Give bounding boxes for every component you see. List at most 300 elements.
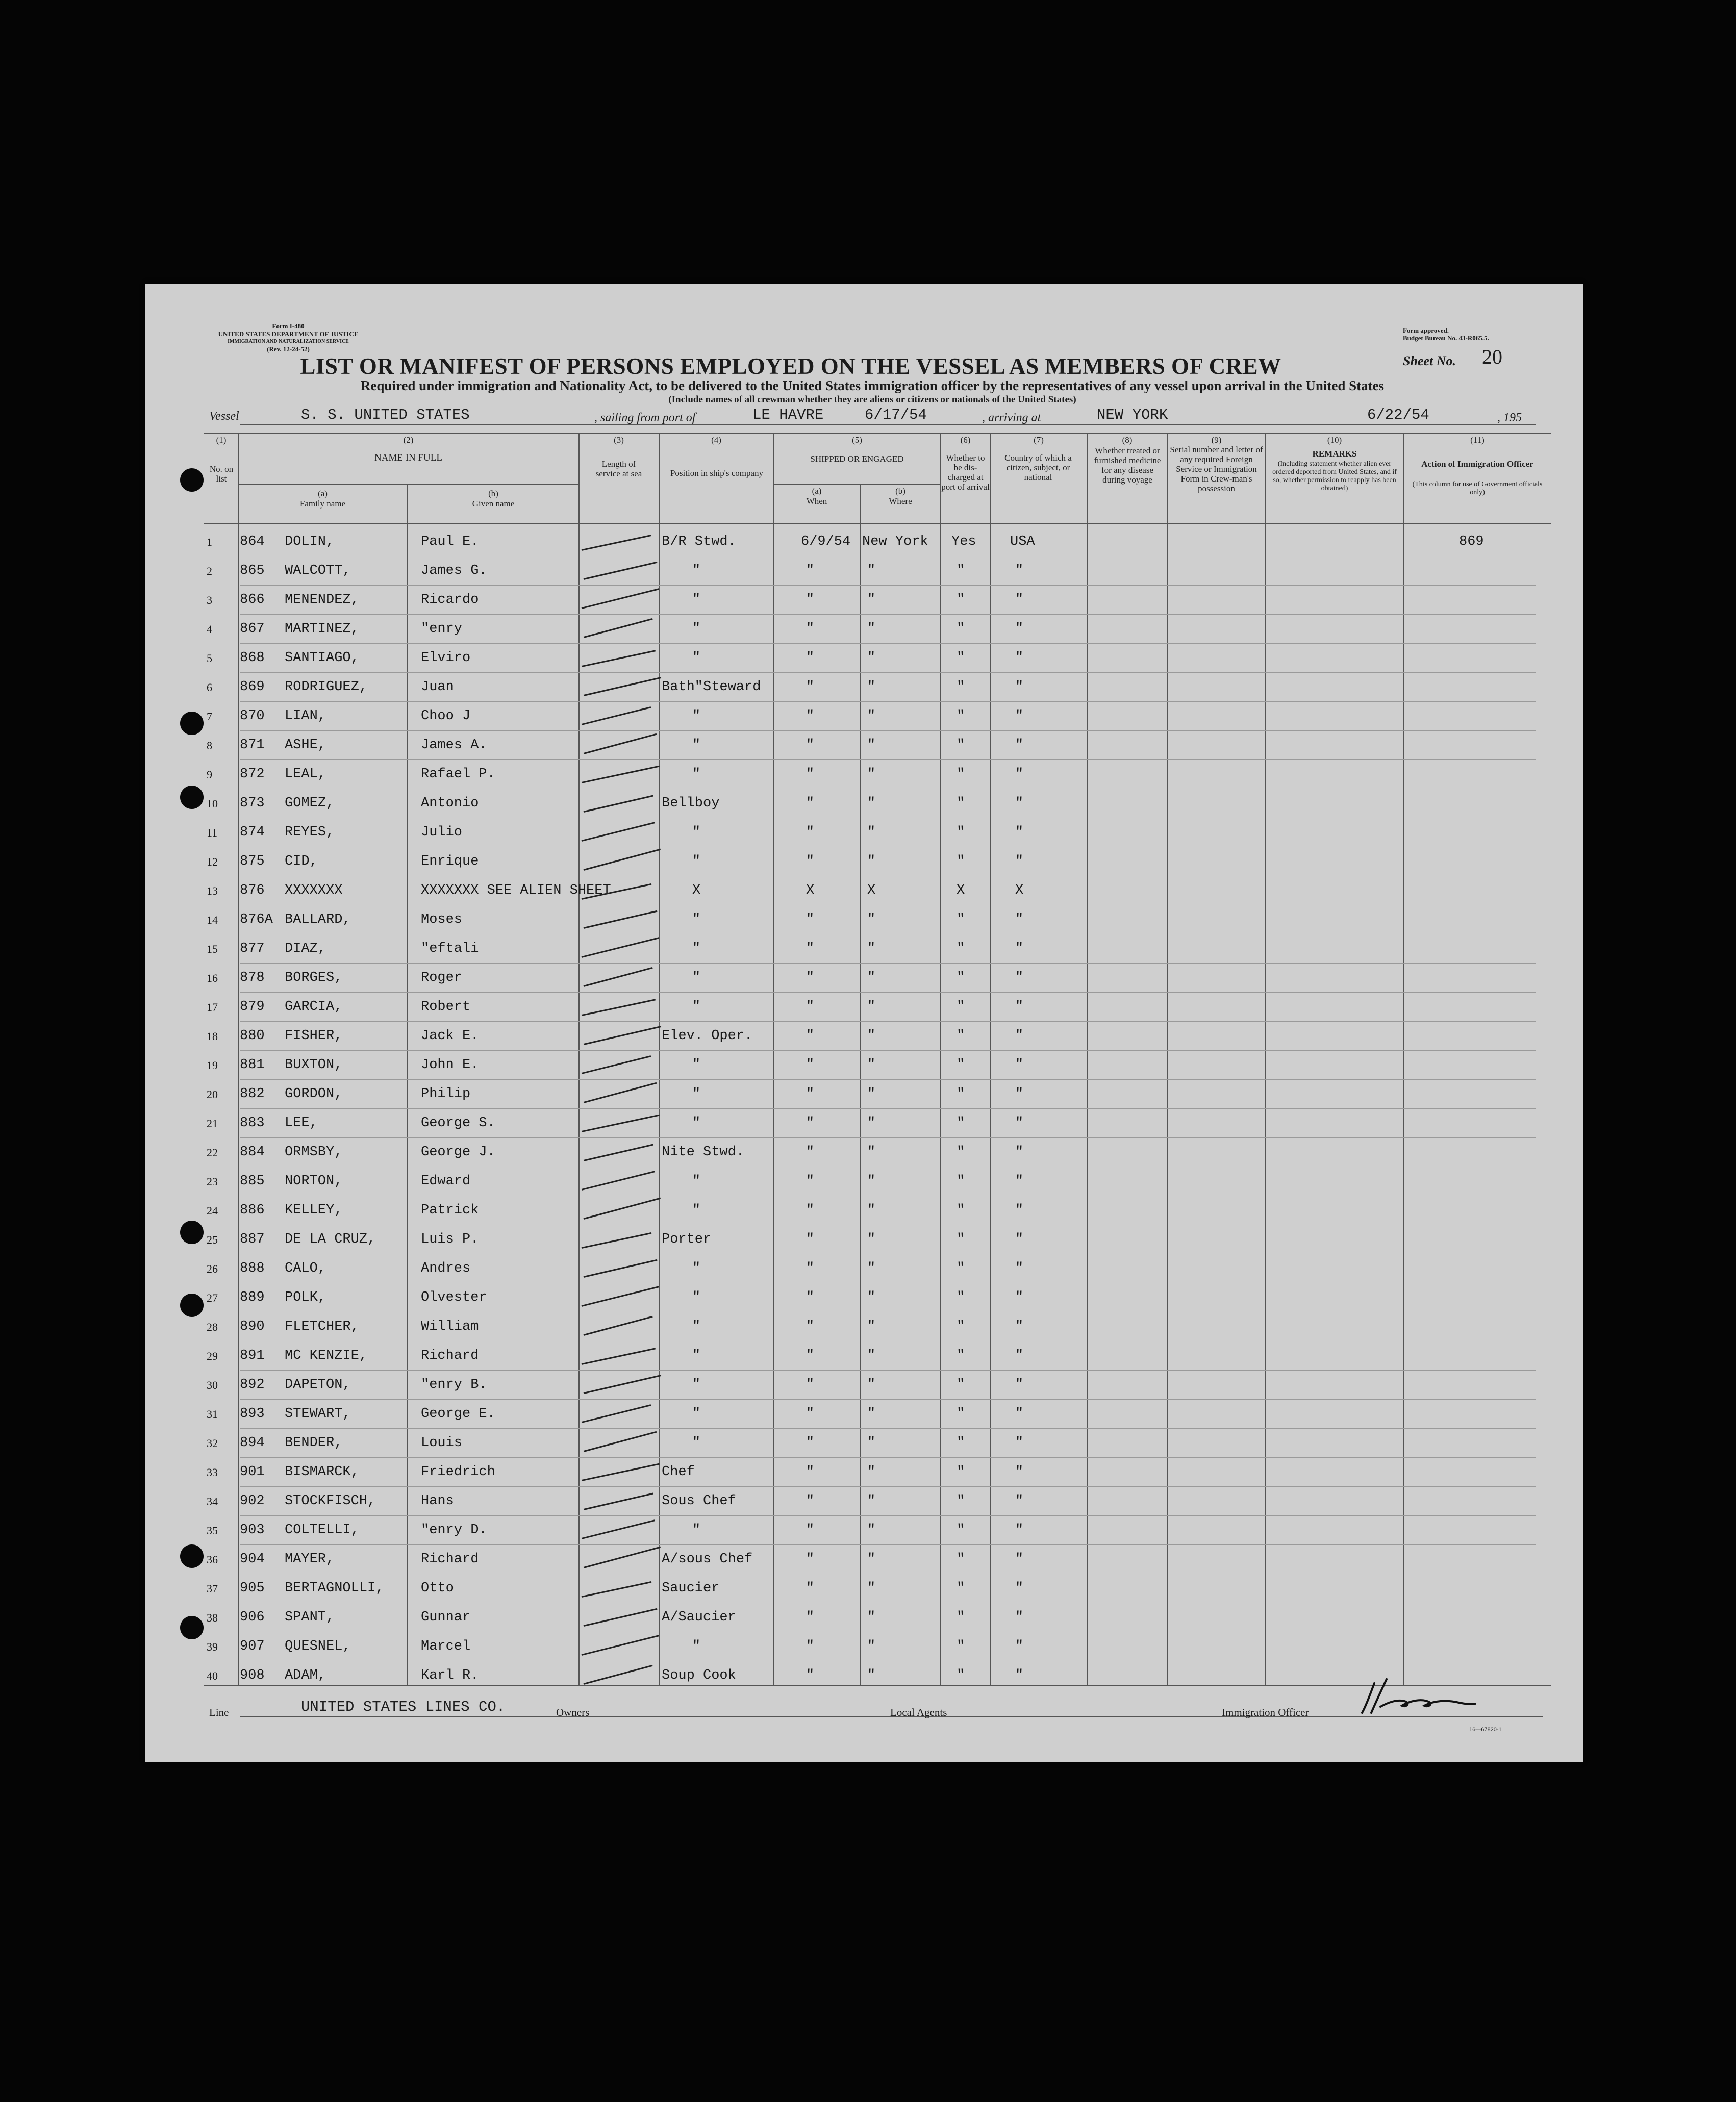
vessel-label: Vessel — [209, 410, 239, 423]
officer-action: 869 — [1459, 534, 1484, 549]
shipped-where: " — [867, 1145, 876, 1160]
position: " — [692, 738, 701, 753]
given-name: Karl R. — [421, 1668, 479, 1683]
line-label: Line — [209, 1706, 229, 1718]
table-row — [204, 819, 1551, 848]
family-name: LEAL, — [285, 767, 326, 782]
shipped-when: " — [806, 1668, 815, 1683]
discharged: " — [957, 1552, 965, 1567]
country: " — [1015, 621, 1024, 637]
table-row — [204, 1371, 1551, 1400]
family-name: SPANT, — [285, 1610, 335, 1625]
table-row — [204, 1197, 1551, 1226]
shipped-where: " — [867, 970, 876, 985]
given-name: Robert — [421, 999, 471, 1015]
country: " — [1015, 1464, 1024, 1480]
family-name: BENDER, — [285, 1435, 343, 1451]
position: " — [692, 708, 701, 724]
list-id: 873 — [240, 796, 265, 811]
discharged: " — [957, 1406, 965, 1422]
table-row — [204, 673, 1551, 702]
given-name: Ricardo — [421, 592, 479, 607]
shipped-when: " — [806, 1290, 815, 1305]
family-name: COLTELLI, — [285, 1523, 359, 1538]
list-id: 879 — [240, 999, 265, 1015]
discharged: " — [957, 1116, 965, 1131]
list-id: 872 — [240, 767, 265, 782]
row-number: 31 — [207, 1408, 218, 1421]
table-row — [204, 1080, 1551, 1109]
shipped-when: " — [806, 1523, 815, 1538]
shipped-where: " — [867, 592, 876, 607]
list-id: 901 — [240, 1464, 265, 1480]
discharged: " — [957, 738, 965, 753]
table-row — [204, 790, 1551, 819]
form-subtitle: Required under immigration and Nationality Act, to be delivered to the United States immigration officer by the representatives of any vessel upon arrival in the United States — [360, 378, 1385, 393]
discharged: " — [957, 1377, 965, 1392]
row-number: 39 — [207, 1640, 218, 1653]
col-3-number: (3) — [614, 435, 624, 445]
list-id: 871 — [240, 738, 265, 753]
shipped-where: X — [867, 883, 876, 898]
given-name: Choo J — [421, 708, 471, 724]
discharged: " — [957, 1261, 965, 1276]
family-name: FLETCHER, — [285, 1319, 359, 1334]
given-name: Elviro — [421, 650, 471, 666]
shipped-where: " — [867, 1435, 876, 1451]
shipped-where: " — [867, 1552, 876, 1567]
position: " — [692, 621, 701, 637]
row-number: 29 — [207, 1350, 218, 1362]
arriving-label: , arriving at — [982, 411, 1041, 424]
shipped-when: " — [806, 767, 815, 782]
shipped-where: " — [867, 767, 876, 782]
shipped-where: " — [867, 679, 876, 695]
discharged: " — [957, 1610, 965, 1625]
shipped-where: " — [867, 1203, 876, 1218]
list-id: 905 — [240, 1581, 265, 1596]
shipped-when: " — [806, 825, 815, 840]
col-8-number: (8) — [1122, 435, 1133, 445]
list-id: 886 — [240, 1203, 265, 1218]
country: " — [1015, 1523, 1024, 1538]
given-name: Rafael P. — [421, 767, 495, 782]
col-2b-header: Given name — [472, 499, 515, 509]
discharged: " — [957, 1493, 965, 1509]
discharged: " — [957, 854, 965, 869]
list-id: 866 — [240, 592, 265, 607]
col-10-number: (10) — [1327, 435, 1342, 445]
col-11-header: Action of Immigration Officer — [1421, 459, 1533, 469]
discharged: " — [957, 1668, 965, 1683]
list-id: 881 — [240, 1057, 265, 1073]
country: " — [1015, 854, 1024, 869]
discharged: " — [957, 1086, 965, 1102]
family-name: LIAN, — [285, 708, 326, 724]
table-row — [204, 557, 1551, 586]
family-name: MARTINEZ, — [285, 621, 359, 637]
shipped-where: " — [867, 621, 876, 637]
country: " — [1015, 767, 1024, 782]
given-name: Patrick — [421, 1203, 479, 1218]
shipped-where: " — [867, 1232, 876, 1247]
country: X — [1015, 883, 1024, 898]
country: " — [1015, 1028, 1024, 1044]
table-row — [204, 906, 1551, 935]
row-number: 5 — [207, 652, 212, 665]
sheet-number: 20 — [1482, 345, 1502, 368]
discharged: X — [957, 883, 965, 898]
country: " — [1015, 1057, 1024, 1073]
given-name: Antonio — [421, 796, 479, 811]
country: " — [1015, 1174, 1024, 1189]
given-name: Roger — [421, 970, 463, 985]
list-id: 883 — [240, 1116, 265, 1131]
discharged: " — [957, 999, 965, 1015]
country: " — [1015, 1348, 1024, 1363]
row-number: 10 — [207, 797, 218, 810]
row-number: 1 — [207, 536, 212, 548]
position: " — [692, 1086, 701, 1102]
shipped-where: " — [867, 854, 876, 869]
sheet-label: Sheet No. — [1403, 353, 1456, 368]
row-number: 11 — [207, 826, 218, 839]
punch-hole — [180, 1221, 204, 1244]
discharged: " — [957, 1145, 965, 1160]
position: " — [692, 650, 701, 666]
shipped-when: " — [806, 854, 815, 869]
col-6-number: (6) — [960, 435, 971, 445]
table-row — [204, 1022, 1551, 1051]
col-5b-number: (b) — [895, 486, 905, 496]
family-name: DIAZ, — [285, 941, 326, 956]
position: Elev. Oper. — [662, 1028, 753, 1044]
given-name: Edward — [421, 1174, 471, 1189]
position: " — [692, 563, 701, 578]
position: " — [692, 999, 701, 1015]
list-id: 876A — [240, 912, 273, 927]
shipped-where: " — [867, 1086, 876, 1102]
given-name: George J. — [421, 1145, 495, 1160]
family-name: BUXTON, — [285, 1057, 343, 1073]
discharged: " — [957, 912, 965, 927]
discharged: Yes — [951, 534, 976, 549]
row-number: 18 — [207, 1030, 218, 1043]
family-name: KELLEY, — [285, 1203, 343, 1218]
row-number: 13 — [207, 884, 218, 897]
family-name: LEE, — [285, 1116, 318, 1131]
col-11-number: (11) — [1470, 435, 1485, 445]
country: " — [1015, 1232, 1024, 1247]
table-row — [204, 1255, 1551, 1284]
given-name: Enrique — [421, 854, 479, 869]
given-name: Marcel — [421, 1639, 471, 1654]
position: " — [692, 970, 701, 985]
discharged: " — [957, 796, 965, 811]
family-name: QUESNEL, — [285, 1639, 351, 1654]
position: " — [692, 1435, 701, 1451]
country: USA — [1010, 534, 1035, 549]
arrival-date: 6/22/54 — [1367, 407, 1429, 423]
row-number: 36 — [207, 1553, 218, 1566]
given-name: Andres — [421, 1261, 471, 1276]
shipped-when: " — [806, 796, 815, 811]
family-name: GARCIA, — [285, 999, 343, 1015]
shipped-when: " — [806, 1552, 815, 1567]
col-2-header: NAME IN FULL — [374, 452, 442, 463]
position: " — [692, 1174, 701, 1189]
list-id: 864 — [240, 534, 265, 549]
shipped-when: " — [806, 592, 815, 607]
row-number: 21 — [207, 1117, 218, 1130]
given-name: Richard — [421, 1552, 479, 1567]
row-number: 14 — [207, 914, 218, 926]
discharged: " — [957, 621, 965, 637]
owners-label: Owners — [556, 1706, 590, 1718]
row-number: 37 — [207, 1582, 218, 1595]
form-title: LIST OR MANIFEST OF PERSONS EMPLOYED ON THE VESSEL AS MEMBERS OF CREW — [300, 353, 1281, 379]
country: " — [1015, 999, 1024, 1015]
list-id: 907 — [240, 1639, 265, 1654]
discharged: " — [957, 1464, 965, 1480]
position: Bath"Steward — [662, 679, 761, 695]
row-number: 6 — [207, 681, 212, 694]
form-revision: (Rev. 12-24-52) — [267, 345, 310, 353]
position: A/sous Chef — [662, 1552, 753, 1567]
shipped-when: " — [806, 1464, 815, 1480]
shipped-when: " — [806, 970, 815, 985]
table-row — [204, 1138, 1551, 1168]
list-id: 902 — [240, 1493, 265, 1509]
col-4-number: (4) — [711, 435, 721, 445]
given-name: George E. — [421, 1406, 495, 1422]
discharged: " — [957, 1203, 965, 1218]
list-id: 882 — [240, 1086, 265, 1102]
country: " — [1015, 825, 1024, 840]
approval-line-1: Form approved. — [1403, 326, 1449, 334]
table-row — [204, 1400, 1551, 1429]
table-row — [204, 1662, 1551, 1691]
shipped-where: " — [867, 1639, 876, 1654]
family-name: NORTON, — [285, 1174, 343, 1189]
given-name: "enry B. — [421, 1377, 487, 1392]
list-id: 888 — [240, 1261, 265, 1276]
family-name: MENENDEZ, — [285, 592, 359, 607]
approval-line-2: Budget Bureau No. 43-R065.5. — [1403, 334, 1489, 342]
row-number: 24 — [207, 1204, 218, 1217]
position: A/Saucier — [662, 1610, 736, 1625]
country: " — [1015, 1435, 1024, 1451]
given-name: "enry — [421, 621, 463, 637]
discharged: " — [957, 1290, 965, 1305]
table-row — [204, 1575, 1551, 1604]
position: " — [692, 1406, 701, 1422]
table-row — [204, 877, 1551, 906]
list-id: 893 — [240, 1406, 265, 1422]
punch-hole — [180, 1294, 204, 1317]
country: " — [1015, 563, 1024, 578]
table-row — [204, 848, 1551, 877]
col-5b-header: Where — [889, 496, 912, 506]
col-2b-number: (b) — [488, 489, 498, 498]
row-number: 17 — [207, 1001, 218, 1014]
col-2a-number: (a) — [318, 489, 328, 498]
family-name: STEWART, — [285, 1406, 351, 1422]
family-name: SANTIAGO, — [285, 650, 359, 666]
country: " — [1015, 592, 1024, 607]
col-5a-header: When — [806, 496, 827, 506]
list-id: 870 — [240, 708, 265, 724]
position: " — [692, 767, 701, 782]
col-4-header: Position in ship's company — [670, 468, 764, 478]
position: Saucier — [662, 1581, 720, 1596]
row-number: 27 — [207, 1291, 218, 1304]
col-9-number: (9) — [1211, 435, 1222, 445]
table-row — [204, 1284, 1551, 1313]
shipped-when: " — [806, 1028, 815, 1044]
shipped-where: New York — [862, 534, 928, 549]
row-number: 28 — [207, 1321, 218, 1333]
list-id: 876 — [240, 883, 265, 898]
given-name: James G. — [421, 563, 487, 578]
shipped-where: " — [867, 1319, 876, 1334]
col-2a-header: Family name — [299, 499, 346, 509]
given-name: Jack E. — [421, 1028, 479, 1044]
table-row — [204, 1458, 1551, 1487]
list-id: 891 — [240, 1348, 265, 1363]
table-row — [204, 1429, 1551, 1458]
given-name: "enry D. — [421, 1523, 487, 1538]
col-1-header: No. on list — [209, 464, 234, 484]
col-7-number: (7) — [1034, 435, 1044, 445]
country: " — [1015, 912, 1024, 927]
discharged: " — [957, 679, 965, 695]
shipped-when: " — [806, 1203, 815, 1218]
shipped-when: " — [806, 1057, 815, 1073]
col-6-header: Whether to be dis-charged at port of arrival — [941, 453, 990, 492]
officer-signature — [1357, 1673, 1479, 1719]
col-1-number: (1) — [216, 435, 227, 445]
col-10-note: (Including statement whether alien ever ordered deported from United States, and if so, whether permission to reapply has been obtained) — [1272, 460, 1397, 492]
list-id: 868 — [240, 650, 265, 666]
family-name: DE LA CRUZ, — [285, 1232, 376, 1247]
family-name: ADAM, — [285, 1668, 326, 1683]
vessel-name: S. S. UNITED STATES — [301, 407, 470, 423]
col-2-number: (2) — [403, 435, 414, 445]
shipped-where: " — [867, 1028, 876, 1044]
family-name: STOCKFISCH, — [285, 1493, 376, 1509]
family-name: REYES, — [285, 825, 335, 840]
family-name: DOLIN, — [285, 534, 335, 549]
table-row — [204, 644, 1551, 673]
shipped-where: " — [867, 738, 876, 753]
list-id: 887 — [240, 1232, 265, 1247]
row-number: 23 — [207, 1175, 218, 1188]
given-name: Juan — [421, 679, 454, 695]
country: " — [1015, 738, 1024, 753]
table-row — [204, 1342, 1551, 1371]
table-row — [204, 1546, 1551, 1575]
shipped-when: " — [806, 912, 815, 927]
punch-hole — [180, 1616, 204, 1639]
row-number: 19 — [207, 1059, 218, 1072]
discharged: " — [957, 708, 965, 724]
shipped-when: " — [806, 1639, 815, 1654]
list-id: 867 — [240, 621, 265, 637]
form-number: Form I-480 — [272, 322, 305, 330]
family-name: CID, — [285, 854, 318, 869]
shipped-where: " — [867, 941, 876, 956]
shipped-when: " — [806, 1610, 815, 1625]
position: " — [692, 592, 701, 607]
family-name: ASHE, — [285, 738, 326, 753]
family-name: BISMARCK, — [285, 1464, 359, 1480]
position: " — [692, 1523, 701, 1538]
given-name: Moses — [421, 912, 463, 927]
discharged: " — [957, 1639, 965, 1654]
shipped-when: " — [806, 1493, 815, 1509]
country: " — [1015, 1203, 1024, 1218]
line-value: UNITED STATES LINES CO. — [301, 1699, 506, 1715]
shipped-where: " — [867, 999, 876, 1015]
list-id: 903 — [240, 1523, 265, 1538]
given-name: James A. — [421, 738, 487, 753]
shipped-when: " — [806, 1232, 815, 1247]
shipped-when: " — [806, 1435, 815, 1451]
col-11-note: (This column for use of Government officials only) — [1412, 480, 1543, 496]
family-name: GORDON, — [285, 1086, 343, 1102]
row-number: 15 — [207, 943, 218, 955]
family-name: RODRIGUEZ, — [285, 679, 368, 695]
shipped-when: " — [806, 941, 815, 956]
position: " — [692, 1057, 701, 1073]
shipped-where: " — [867, 1377, 876, 1392]
country: " — [1015, 679, 1024, 695]
given-name: Otto — [421, 1581, 454, 1596]
table-row — [204, 1226, 1551, 1255]
row-number: 34 — [207, 1495, 218, 1508]
row-number: 26 — [207, 1262, 218, 1275]
given-name: Philip — [421, 1086, 471, 1102]
discharged: " — [957, 767, 965, 782]
discharged: " — [957, 1057, 965, 1073]
family-name: WALCOTT, — [285, 563, 351, 578]
shipped-where: " — [867, 1261, 876, 1276]
family-name: MAYER, — [285, 1552, 335, 1567]
shipped-when: " — [806, 1261, 815, 1276]
discharged: " — [957, 941, 965, 956]
list-id: 875 — [240, 854, 265, 869]
row-number: 16 — [207, 972, 218, 984]
form-note: (Include names of all crewman whether they are aliens or citizens or nationals of the United States) — [668, 394, 1076, 405]
local-agents-label: Local Agents — [890, 1706, 947, 1718]
form-code: 16—67820-1 — [1469, 1727, 1502, 1733]
table-row — [204, 761, 1551, 790]
col-5-number: (5) — [852, 435, 862, 445]
shipped-when: 6/9/54 — [801, 534, 851, 549]
country: " — [1015, 970, 1024, 985]
row-number: 33 — [207, 1466, 218, 1479]
row-number: 8 — [207, 739, 212, 752]
list-id: 885 — [240, 1174, 265, 1189]
given-name: Gunnar — [421, 1610, 471, 1625]
country: " — [1015, 1261, 1024, 1276]
position: " — [692, 1290, 701, 1305]
table-row — [204, 1313, 1551, 1342]
list-id: 884 — [240, 1145, 265, 1160]
list-id: 874 — [240, 825, 265, 840]
given-name: John E. — [421, 1057, 479, 1073]
